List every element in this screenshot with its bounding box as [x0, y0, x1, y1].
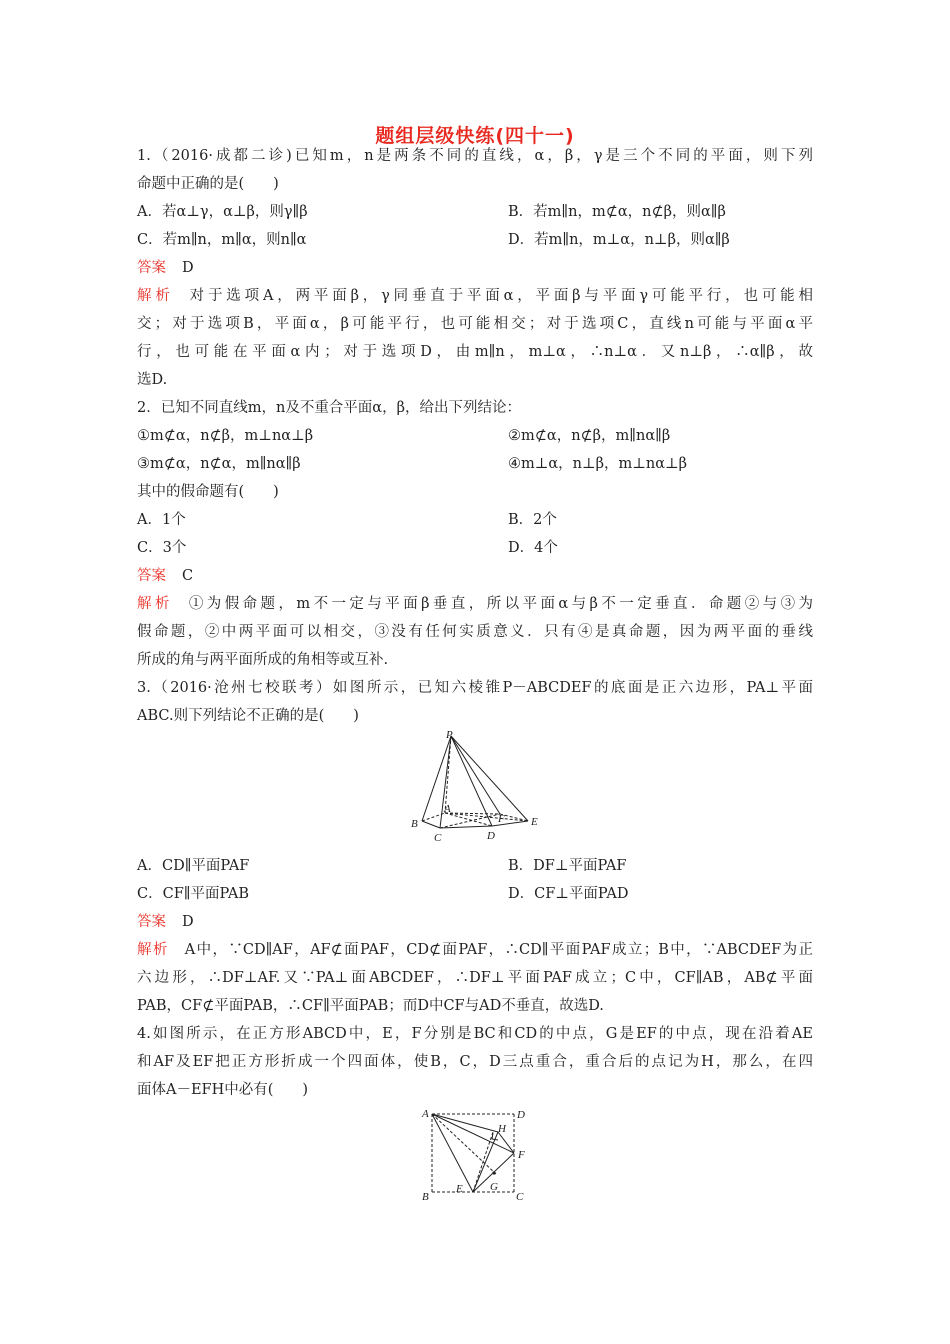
fig-label-c: C: [516, 1191, 524, 1203]
q3-stem-line-2: ABC.则下列结论不正确的是( ): [137, 708, 359, 724]
q1-answer: [137, 258, 194, 278]
fig-label-a: A: [422, 1108, 429, 1120]
folded-square-figure: [418, 1104, 534, 1204]
q1-stem-line-1: 1.（2016·成都二诊)已知m，n是两条不同的直线，α，β，γ是三个不同的平面，则下列: [137, 148, 813, 164]
analysis-label: 解析: [137, 942, 169, 958]
fig-label-a: A: [444, 803, 451, 815]
point-g-marker: [492, 1171, 495, 1174]
analysis-label: 解析: [137, 288, 174, 304]
q1-analysis-line-3: 行，也可能在平面α内；对于选项D，由m∥n，m⊥α，∴n⊥α．又n⊥β，∴α∥β，故: [137, 344, 813, 360]
q1-analysis-line-2: 交；对于选项B，平面α，β可能平行，也可能相交；对于选项C，直线n可能与平面α平: [137, 316, 813, 332]
q2-answer: [137, 566, 193, 586]
q2-stem: 2．已知不同直线m，n及不重合平面α，β，给出下列结论：: [137, 400, 521, 416]
q4-stem-line-3: 面体A－EFH中必有( ): [137, 1082, 309, 1098]
analysis-label: 解析: [137, 596, 173, 612]
q1-option-b: B．若m∥n，m⊄α，n⊄β，则α∥β: [508, 204, 726, 220]
q1-option-c: C．若m∥n，m∥α，则n∥α: [137, 232, 307, 248]
fig-label-h: H: [498, 1123, 506, 1135]
q1-analysis-line-1: [137, 286, 813, 306]
fig-label-f: F: [518, 1149, 525, 1161]
q2-conclusion-2: ②m⊄α，n⊄β，m∥nα∥β: [508, 428, 671, 444]
q3-analysis-line-2: 六边形，∴DF⊥AF.又∵PA⊥面ABCDEF，∴DF⊥平面PAF成立；C中，CF∥AB，AB⊄平面: [137, 970, 813, 986]
fig-label-e: E: [531, 816, 538, 828]
q2-analysis-line-3: 所成的角与两平面所成的角相等或互补.: [137, 652, 389, 668]
q1-analysis-line-4: 选D.: [137, 372, 168, 388]
q2-option-d: D．4个: [508, 540, 558, 556]
q3-option-c: C．CF∥平面PAB: [137, 886, 249, 902]
q3-option-b: B．DF⊥平面PAF: [508, 858, 627, 874]
q2-option-c: C．3个: [137, 540, 187, 556]
q4-stem-line-2: 和AF及EF把正方形折成一个四面体，使B，C，D三点重合，重合后的点记为H，那么，在四: [137, 1054, 813, 1070]
q2-conclusion-1: ①m⊄α，n⊄β，m⊥nα⊥β: [137, 428, 314, 444]
answer-label: 答案: [137, 914, 166, 930]
q1-option-a: A．若α⊥γ，α⊥β，则γ∥β: [137, 204, 308, 220]
answer-label: 答案: [137, 568, 166, 584]
fig-label-g: G: [490, 1181, 498, 1193]
fig-label-p: P: [446, 729, 453, 741]
fig-label-c: C: [434, 832, 442, 844]
q1-option-d: D．若m∥n，m⊥α，n⊥β，则α∥β: [508, 232, 730, 248]
q3-option-d: D．CF⊥平面PAD: [508, 886, 629, 902]
analysis-text: A中，∵CD∥AF，AF⊄面PAF，CD⊄面PAF，∴CD∥平面PAF成立；B中，∵ABCDEF为正: [184, 942, 814, 958]
q2-conclusion-4: ④m⊥α，n⊥β，m⊥nα⊥β: [508, 456, 688, 472]
fig-label-d: D: [487, 830, 495, 842]
q2-analysis-line-1: [137, 594, 813, 614]
hexagonal-pyramid-figure: [400, 728, 550, 848]
fig-label-e: E: [456, 1183, 463, 1195]
q3-analysis-line-1: [137, 940, 813, 960]
page-title: 题组层级快练(四十一): [375, 125, 575, 147]
answer-value: D: [182, 260, 194, 276]
q3-analysis-line-3: PAB，CF⊄平面PAB，∴CF∥平面PAB；而D中CF与AD不垂直，故选D.: [137, 998, 604, 1014]
answer-value: C: [182, 568, 194, 584]
q2-conclusion-3: ③m⊄α，n⊄α，m∥nα∥β: [137, 456, 301, 472]
analysis-text: ①为假命题，m不一定与平面β垂直，所以平面α与β不一定垂直．命题②与③为: [188, 596, 814, 612]
q2-question: 其中的假命题有( ): [137, 484, 279, 500]
fig-label-d: D: [517, 1109, 525, 1121]
q3-answer: [137, 912, 194, 932]
fig-label-b: B: [411, 818, 418, 830]
q2-option-a: A．1个: [137, 512, 186, 528]
q2-option-b: B．2个: [508, 512, 557, 528]
q1-stem-line-2: 命题中正确的是( ): [137, 176, 279, 192]
q3-stem-line-1: 3.（2016·沧州七校联考）如图所示，已知六棱锥P－ABCDEF的底面是正六边形，PA⊥平面: [137, 680, 813, 696]
fig-label-f: F: [498, 813, 505, 825]
q3-option-a: A．CD∥平面PAF: [137, 858, 250, 874]
analysis-text: 对于选项A，两平面β，γ同垂直于平面α，平面β与平面γ可能平行，也可能相: [189, 288, 813, 304]
fig-label-b: B: [422, 1191, 429, 1203]
answer-value: D: [182, 914, 194, 930]
answer-label: 答案: [137, 260, 166, 276]
q4-stem-line-1: 4.如图所示，在正方形ABCD中，E，F分别是BC和CD的中点，G是EF的中点，现在沿着AE: [137, 1026, 813, 1042]
q2-analysis-line-2: 假命题，②中两平面可以相交，③没有任何实质意义．只有④是真命题，因为两平面的垂线: [137, 624, 813, 640]
